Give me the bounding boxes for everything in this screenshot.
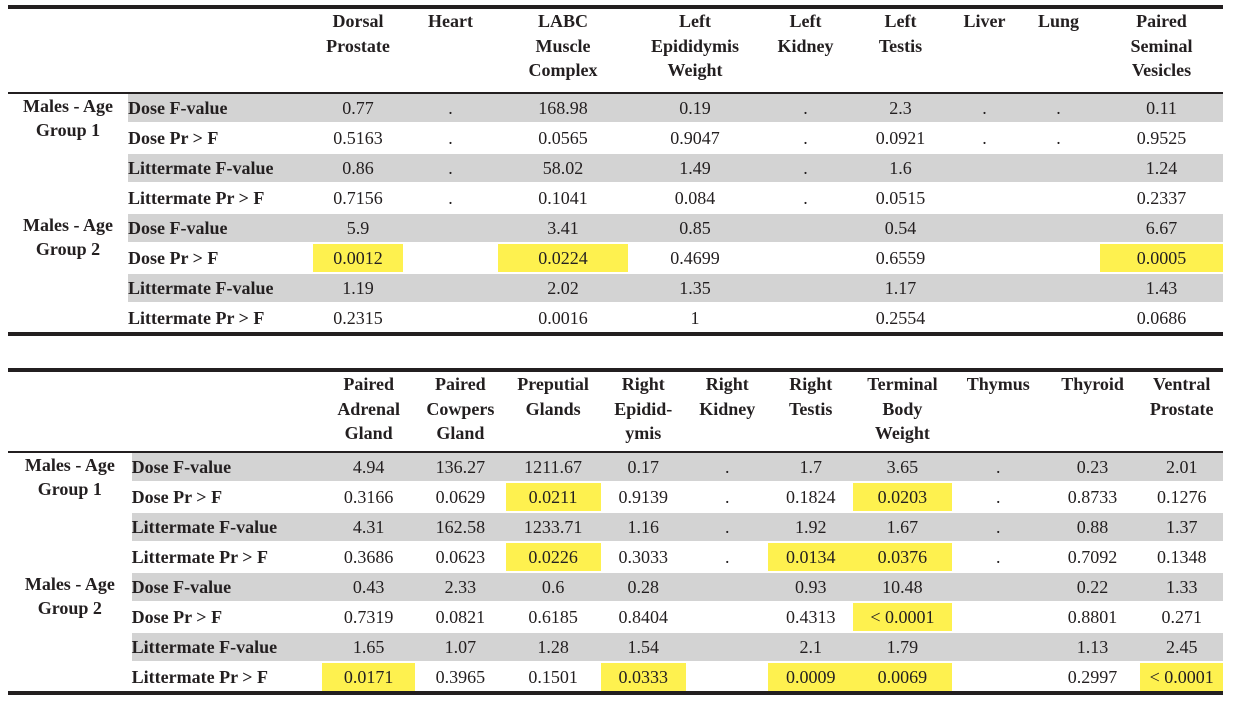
value-cell: . [686, 542, 768, 572]
column-header-line: Thyroid [1061, 374, 1124, 394]
value-cell [952, 662, 1045, 693]
value-cell [952, 273, 1017, 303]
group-label-line: Group 2 [35, 239, 101, 259]
value-cell: 0.2315 [313, 303, 403, 334]
column-header-line: Testis [878, 35, 923, 56]
value-cell: 0.8733 [1045, 482, 1141, 512]
value-cell [403, 273, 498, 303]
value-cell: 0.0629 [415, 482, 506, 512]
value-cell: 0.8801 [1045, 602, 1141, 632]
highlighted-value-cell: 0.0333 [601, 662, 687, 693]
value-cell: 0.0515 [849, 183, 952, 213]
column-header-line: Paired [1136, 11, 1187, 31]
stat-label: Dose F-value [132, 452, 323, 482]
value-cell: 0.28 [601, 572, 687, 602]
column-header-line: Heart [428, 11, 473, 31]
column-header-line: Gland [436, 423, 485, 443]
value-cell: 0.1348 [1140, 542, 1223, 572]
value-cell: 3.65 [853, 452, 952, 482]
column-header [1100, 7, 1223, 93]
group-label-line: Group 2 [37, 598, 102, 618]
table-row [8, 213, 1223, 243]
value-cell: 0.23 [1045, 452, 1141, 482]
header-blank [128, 7, 313, 93]
value-cell [762, 213, 849, 243]
column-header [1017, 7, 1100, 93]
value-cell: 1211.67 [506, 452, 601, 482]
column-header-line: Left [789, 11, 822, 31]
value-cell: 0.88 [1045, 512, 1141, 542]
value-cell: 10.48 [853, 572, 952, 602]
stat-label: Dose Pr > F [128, 123, 313, 153]
table-row [8, 482, 1223, 512]
column-header [686, 370, 768, 452]
value-cell: 1.67 [853, 512, 952, 542]
column-header-line: Seminal [1130, 35, 1193, 56]
value-cell: . [952, 542, 1045, 572]
highlighted-value-cell: 0.0171 [322, 662, 415, 693]
table-row [8, 662, 1223, 693]
value-cell [1017, 243, 1100, 273]
table-row [8, 153, 1223, 183]
group-label [8, 572, 132, 693]
value-cell [1017, 303, 1100, 334]
header-blank [8, 7, 128, 93]
value-cell: 0.6185 [506, 602, 601, 632]
value-cell: 0.77 [313, 93, 403, 123]
value-cell: 0.271 [1140, 602, 1223, 632]
value-cell: 0.4313 [768, 602, 853, 632]
column-header-line: Right [621, 374, 665, 394]
value-cell: 2.02 [498, 273, 628, 303]
value-cell: 0.11 [1100, 93, 1223, 123]
highlighted-value-cell: 0.0009 [768, 662, 853, 693]
value-cell: 0.19 [628, 93, 762, 123]
value-cell: 0.2997 [1045, 662, 1141, 693]
table-row [8, 572, 1223, 602]
column-header [322, 370, 415, 452]
stat-label: Dose F-value [132, 572, 323, 602]
column-header [952, 7, 1017, 93]
value-cell: 1 [628, 303, 762, 334]
group-label [8, 452, 132, 572]
table-row [8, 93, 1223, 123]
column-header-line: Left [884, 11, 917, 31]
value-cell [1017, 153, 1100, 183]
value-cell: 0.1501 [506, 662, 601, 693]
column-header-line: Lung [1037, 11, 1080, 31]
stat-label: Dose F-value [128, 93, 313, 123]
highlighted-value-cell: 0.0376 [853, 542, 952, 572]
value-cell: . [952, 123, 1017, 153]
column-header-line: Body [882, 398, 923, 419]
value-cell: 0.4699 [628, 243, 762, 273]
column-header-line: Terminal [867, 374, 938, 394]
value-cell: 0.3166 [322, 482, 415, 512]
value-cell: 0.084 [628, 183, 762, 213]
stat-label: Littermate F-value [128, 153, 313, 183]
table-row [8, 123, 1223, 153]
header-row [8, 370, 1223, 452]
value-cell: 0.3033 [601, 542, 687, 572]
stat-label: Littermate F-value [128, 273, 313, 303]
column-header-line: Vesicles [1131, 60, 1192, 80]
group-label-line: Group 1 [35, 120, 101, 140]
value-cell: 0.93 [768, 572, 853, 602]
column-header-line: Adrenal [337, 398, 400, 419]
stat-label: Dose Pr > F [132, 602, 323, 632]
stat-label: Littermate Pr > F [132, 542, 323, 572]
highlighted-value-cell: 0.0005 [1100, 243, 1223, 273]
column-header-line: Muscle [535, 35, 591, 56]
value-cell: . [762, 183, 849, 213]
value-cell: 168.98 [498, 93, 628, 123]
value-cell: 0.86 [313, 153, 403, 183]
stat-label: Littermate F-value [132, 632, 323, 662]
value-cell: . [686, 482, 768, 512]
table-row [8, 602, 1223, 632]
value-cell [403, 213, 498, 243]
value-cell: 1.24 [1100, 153, 1223, 183]
value-cell: . [686, 512, 768, 542]
value-cell: . [403, 183, 498, 213]
column-header-line: Prostate [1149, 398, 1214, 419]
table-row [8, 512, 1223, 542]
value-cell: 3.41 [498, 213, 628, 243]
table-row [8, 273, 1223, 303]
value-cell: . [952, 482, 1045, 512]
value-cell [952, 213, 1017, 243]
value-cell: 1.6 [849, 153, 952, 183]
value-cell: 1.54 [601, 632, 687, 662]
value-cell: 2.33 [415, 572, 506, 602]
value-cell: 162.58 [415, 512, 506, 542]
stat-label: Littermate F-value [132, 512, 323, 542]
value-cell: 0.9139 [601, 482, 687, 512]
header-blank [8, 370, 132, 452]
value-cell: 0.0686 [1100, 303, 1223, 334]
value-cell: 1.37 [1140, 512, 1223, 542]
group-label-line: Males - Age [23, 215, 113, 235]
column-header [853, 370, 952, 452]
column-header-line: Kidney [699, 398, 756, 419]
value-cell [1017, 273, 1100, 303]
highlighted-value-cell: < 0.0001 [853, 602, 952, 632]
value-cell: 2.01 [1140, 452, 1223, 482]
value-cell: 0.43 [322, 572, 415, 602]
value-cell: 0.7156 [313, 183, 403, 213]
column-header [628, 7, 762, 93]
value-cell [403, 303, 498, 334]
column-header-line: ymis [625, 423, 662, 443]
highlighted-value-cell: < 0.0001 [1140, 662, 1223, 693]
value-cell: 6.67 [1100, 213, 1223, 243]
value-cell [762, 273, 849, 303]
highlighted-value-cell: 0.0224 [498, 243, 628, 273]
column-header [762, 7, 849, 93]
value-cell: 0.9525 [1100, 123, 1223, 153]
value-cell: 0.7092 [1045, 542, 1141, 572]
column-header-line: Weight [667, 60, 723, 80]
highlighted-value-cell: 0.0211 [506, 482, 601, 512]
header-blank [132, 370, 323, 452]
column-header-line: Testis [789, 398, 833, 419]
value-cell: 1.7 [768, 452, 853, 482]
column-header-line: Epidid- [614, 398, 673, 419]
value-cell [952, 602, 1045, 632]
value-cell: 0.17 [601, 452, 687, 482]
group-label-line: Males - Age [24, 455, 115, 475]
stat-label: Littermate Pr > F [132, 662, 323, 693]
value-cell: 5.9 [313, 213, 403, 243]
column-header-line: Thymus [966, 374, 1030, 394]
value-cell [952, 632, 1045, 662]
value-cell: 1.79 [853, 632, 952, 662]
value-cell: 0.6559 [849, 243, 952, 273]
value-cell: 0.1041 [498, 183, 628, 213]
stat-label: Dose F-value [128, 213, 313, 243]
value-cell: 1.16 [601, 512, 687, 542]
value-cell: . [403, 153, 498, 183]
value-cell: 0.3965 [415, 662, 506, 693]
value-cell [686, 662, 768, 693]
column-header-line: Preputial [517, 374, 589, 394]
value-cell: . [1017, 93, 1100, 123]
value-cell [762, 243, 849, 273]
value-cell: 0.1276 [1140, 482, 1223, 512]
value-cell [686, 572, 768, 602]
value-cell: 0.54 [849, 213, 952, 243]
value-cell: 0.1824 [768, 482, 853, 512]
column-header [415, 370, 506, 452]
value-cell: . [952, 93, 1017, 123]
highlighted-value-cell: 0.0134 [768, 542, 853, 572]
value-cell: . [952, 512, 1045, 542]
value-cell: 0.9047 [628, 123, 762, 153]
value-cell [1017, 183, 1100, 213]
column-header-line: Weight [874, 423, 930, 443]
value-cell: 1.43 [1100, 273, 1223, 303]
column-header-line: Paired [343, 374, 394, 394]
value-cell: 1.13 [1045, 632, 1141, 662]
table-row [8, 303, 1223, 334]
column-header-line: LABC [537, 11, 588, 31]
value-cell [952, 243, 1017, 273]
value-cell: 1.49 [628, 153, 762, 183]
stat-label: Littermate Pr > F [128, 183, 313, 213]
column-header-line: Right [789, 374, 833, 394]
value-cell: 1.28 [506, 632, 601, 662]
column-header-line: Paired [435, 374, 486, 394]
highlighted-value-cell: 0.0069 [853, 662, 952, 693]
value-cell: . [686, 452, 768, 482]
value-cell: 1.92 [768, 512, 853, 542]
column-header-line: Left [679, 11, 711, 31]
column-header [313, 7, 403, 93]
column-header-line: Dorsal [332, 11, 384, 31]
column-header-line: Gland [344, 423, 393, 443]
column-header [849, 7, 952, 93]
value-cell: 1.35 [628, 273, 762, 303]
value-cell: . [762, 93, 849, 123]
column-header-line: Complex [528, 60, 598, 80]
stat-label: Littermate Pr > F [128, 303, 313, 334]
value-cell: 1.65 [322, 632, 415, 662]
column-header [768, 370, 853, 452]
table-row [8, 542, 1223, 572]
column-header [601, 370, 687, 452]
highlighted-value-cell: 0.0012 [313, 243, 403, 273]
value-cell: 0.6 [506, 572, 601, 602]
column-header-line: Kidney [777, 35, 834, 56]
highlighted-value-cell: 0.0226 [506, 542, 601, 572]
value-cell: 0.0565 [498, 123, 628, 153]
column-header [1140, 370, 1223, 452]
table-row [8, 632, 1223, 662]
column-header-line: Glands [525, 398, 581, 419]
table-row [8, 452, 1223, 482]
value-cell [1017, 213, 1100, 243]
value-cell: 0.2337 [1100, 183, 1223, 213]
group-label-line: Males - Age [24, 574, 115, 594]
value-cell [686, 632, 768, 662]
column-header [952, 370, 1045, 452]
value-cell [403, 243, 498, 273]
value-cell [952, 303, 1017, 334]
value-cell: 4.94 [322, 452, 415, 482]
results-table-1 [8, 5, 1223, 336]
column-header-line: Cowpers [426, 398, 495, 419]
value-cell [952, 572, 1045, 602]
group-label-line: Group 1 [37, 479, 102, 499]
value-cell: 0.3686 [322, 542, 415, 572]
stat-label: Dose Pr > F [132, 482, 323, 512]
column-header [498, 7, 628, 93]
value-cell: 0.0921 [849, 123, 952, 153]
stat-label: Dose Pr > F [128, 243, 313, 273]
value-cell [952, 183, 1017, 213]
column-header [403, 7, 498, 93]
value-cell: 58.02 [498, 153, 628, 183]
table-row [8, 183, 1223, 213]
column-header [506, 370, 601, 452]
value-cell: 0.22 [1045, 572, 1141, 602]
value-cell: 0.0821 [415, 602, 506, 632]
value-cell: 0.7319 [322, 602, 415, 632]
value-cell: . [403, 93, 498, 123]
value-cell: . [952, 452, 1045, 482]
value-cell: 2.45 [1140, 632, 1223, 662]
value-cell: 1.07 [415, 632, 506, 662]
group-label-line: Males - Age [23, 96, 113, 116]
table-row [8, 243, 1223, 273]
value-cell [952, 153, 1017, 183]
value-cell: 0.0016 [498, 303, 628, 334]
value-cell: 0.0623 [415, 542, 506, 572]
value-cell: 4.31 [322, 512, 415, 542]
value-cell: . [1017, 123, 1100, 153]
header-row [8, 7, 1223, 93]
column-header-line: Right [705, 374, 749, 394]
value-cell [686, 602, 768, 632]
value-cell: . [403, 123, 498, 153]
value-cell: 0.85 [628, 213, 762, 243]
column-header-line: Liver [963, 11, 1006, 31]
value-cell: 1.17 [849, 273, 952, 303]
highlighted-value-cell: 0.0203 [853, 482, 952, 512]
value-cell: 0.5163 [313, 123, 403, 153]
value-cell: 0.2554 [849, 303, 952, 334]
column-header-line: Ventral [1153, 374, 1211, 394]
results-table-2 [8, 368, 1223, 695]
column-header-line: Prostate [326, 35, 390, 56]
value-cell: 0.8404 [601, 602, 687, 632]
value-cell: 2.3 [849, 93, 952, 123]
value-cell [762, 303, 849, 334]
value-cell: 2.1 [768, 632, 853, 662]
group-label [8, 213, 128, 334]
value-cell: 1233.71 [506, 512, 601, 542]
value-cell: 1.19 [313, 273, 403, 303]
value-cell: . [762, 153, 849, 183]
group-label [8, 93, 128, 213]
value-cell: 136.27 [415, 452, 506, 482]
value-cell: 1.33 [1140, 572, 1223, 602]
value-cell: . [762, 123, 849, 153]
column-header-line: Epididymis [650, 35, 740, 56]
column-header [1045, 370, 1141, 452]
